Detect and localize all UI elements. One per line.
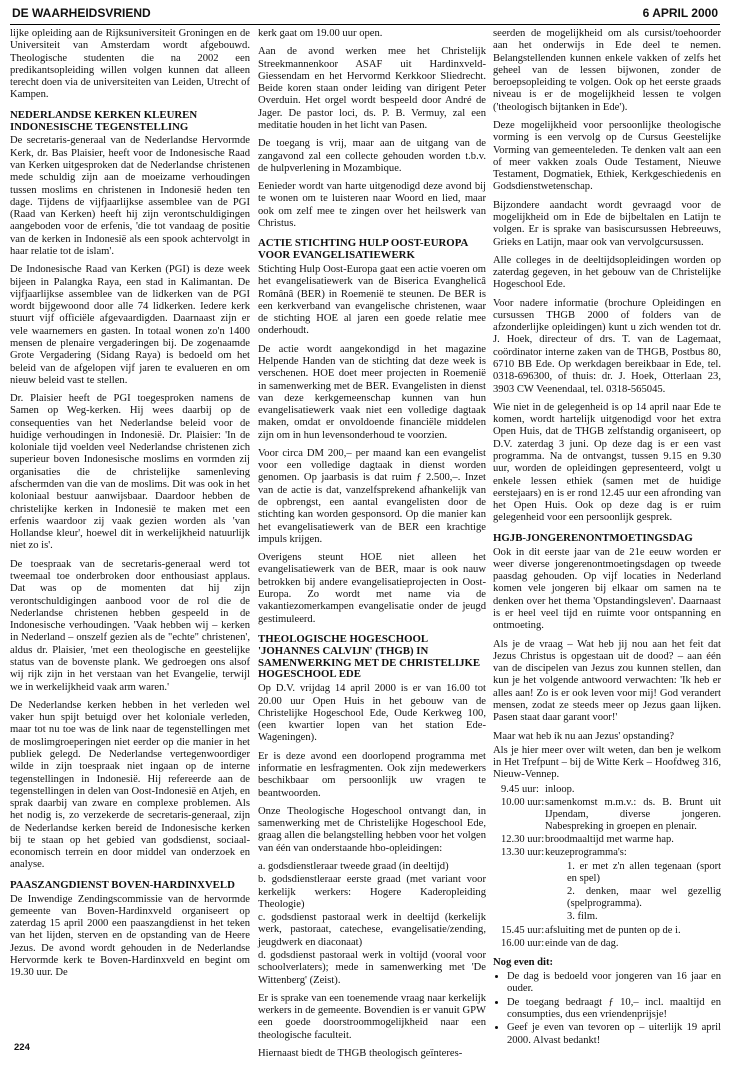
paragraph: De Inwendige Zendingscommissie van de hervormde gemeente van Boven-Hardinxveld organiseert op zaterdag 15 april 2000 een paaszangdienst in het teken van het lijden, sterven en de opstanding van de Heere Jezus. De avond wordt gehouden in de Nederlandse Hervormde kerk te Boven-Hardinxveld en begint om 19.30 uur. De <box>10 893 250 979</box>
paragraph: Er is sprake van een toenemende vraag naar kerkelijk werkers in de gemeente. Bovendien is er vanuit GPW een goede doorstroommogelijkheid naar een theologische faculteit. <box>258 992 486 1041</box>
paragraph: Als je hier meer over wilt weten, dan ben je welkom in Het Trefpunt – bij de Witte Kerk – Hoofdweg 316, Nieuw-Vennep. <box>493 744 721 781</box>
list-item: a. godsdienstleraar tweede graad (in deeltijd) <box>258 861 449 872</box>
column-1 <box>10 28 250 1048</box>
schedule-row <box>493 886 721 911</box>
list-item: b. godsdienstleraar eerste graad (met variant voor kerkelijk werkers: Hogere Kaderopleiding Theologie) <box>258 874 486 910</box>
schedule-time: 15.45 uur: <box>501 924 545 936</box>
schedule-row <box>493 784 721 797</box>
schedule-row <box>493 938 721 951</box>
issue-date: 6 APRIL 2000 <box>642 6 718 20</box>
paragraph: Alle colleges in de deeltijdsopleidingen worden op zaterdag gegeven, in het gebouw van de Christelijke Hogeschool Ede. <box>493 254 721 291</box>
paragraph: De secretaris-generaal van de Nederlandse Hervormde Kerk, dr. Bas Plaisier, heeft voor de Indonesische Raad van Kerken uitgesproken dat de Nederlandse christenen mede schuldig zijn aan de moeizame verhoudingen tussen moslims en christenen in Indonesië heden ten dage. Tijdens de vijfjaarlijkse assemblee van de PGI (Raad van Kerken) heeft hij zijn verontschuldigingen aangeboden voor de erfenis, 'die tot vandaag de positie van de kerken in Indonesië als een spook achtervolgt in haar relatie tot de islam'. <box>10 135 250 257</box>
schedule-row <box>493 911 721 924</box>
paragraph: De Indonesische Raad van Kerken (PGI) is deze week bijeen in Palangka Raya, een stad in Kalimantan. De vijfjaarlijkse assemblee van de lidkerken van de PGI wordt bijgewoond door alle 74 lidkerken. Iedere kerk stuurt vijf officiële afgevaardigden. Daarnaast zijn er vele waarnemers en gasten. In totaal wonen zo'n 1400 mensen de plenaire vergaderingen bij. De zogenaamde Grote Vergadering (Sidang Raya) is bedoeld om het beleid van de afgelopen vijf jaren te evalueren en om nieuw beleid vast te stellen. <box>10 264 250 386</box>
list-item: d. godsdienst pastoraal werk in voltijd (vooral voor schoolverlaters); mede in samenwerking met 'De Wittenberg' (Zeist). <box>258 949 486 986</box>
paragraph: Deze mogelijkheid voor persoonlijke theologische vorming is een vervolg op de Cursus Geestelijke Vorming van gemeenteleden. Te denken valt aan een of meer vakken zoals Oude Testament, Nieuwe Testament, Dogmatiek, Ethiek, Kerkgeschiedenis en Godsdienstwetenschap. <box>493 119 721 193</box>
notes-list <box>493 971 721 1047</box>
article-heading: NEDERLANDSE KERKEN KLEUREN INDONESISCHE TEGENSTELLING <box>10 108 198 133</box>
note-item: • De dag is bedoeld voor jongeren van 16 jaar en ouder. <box>507 971 721 996</box>
list-item: c. godsdienst pastoraal werk in deeltijd (kerkelijk werk, pastoraat, catechese, evangelisatie/zending, jeugdwerk en diaconaat) <box>258 912 486 948</box>
paragraph: Hiernaast biedt de THGB theologisch geïnteres- <box>258 1047 463 1059</box>
paragraph: Op D.V. vrijdag 14 april 2000 is er van 16.00 tot 20.00 uur Open Huis in het gebouw van de Christelijke Hogeschool Ede, Oude Kerkweg 100, (een kwartier lopen van het station Ede-Wageningen). <box>258 683 486 744</box>
paragraph: kerk gaat om 19.00 uur open. <box>258 28 383 39</box>
schedule-row <box>493 925 721 938</box>
paragraph: De actie wordt aangekondigd in het magazine Helpende Handen van de stichting dat deze week is verschenen. HOE doet meer projecten in Roemenië in samenwerking met de BER. Evangelisten in dienst van deze kerkgemeenschap kunnen van hun evangelisatiewerk vaak niet een volledige dagtaak maken, omdat er onvoldoende financiële middelen zijn om in hun levensonderhoud te voorzien. <box>258 343 486 441</box>
paragraph: lijke opleiding aan de Rijksuniversiteit Groningen en de Universiteit van Amsterdam wordt afgebouwd. Theologische studenten die na 2002 een predikantsopleiding willen volgen kunnen dat alleen terecht doen via de universiteiten van Leiden, Utrecht of Kampen. <box>10 28 250 101</box>
paragraph: Stichting Hulp Oost-Europa gaat een actie voeren om het evangelisatiewerk van de Biserica Evanghelicâ Românâ (BER) in Roemenië te steunen. De BER is een kerkverband van evangelische christenen, waar de stichting HOE al jaren een goede relatie mee onderhoudt. <box>258 263 486 337</box>
schedule-row <box>493 797 721 835</box>
publication-name: DE WAARHEIDSVRIEND <box>12 6 151 20</box>
paragraph: Voor circa DM 200,– per maand kan een evangelist voor een volledige dagtaak in dienst worden genomen. Op jaarbasis is dat ruim ƒ 2.500,–. Inzet van de actie is dat, vanzelfsprekend afhankelijk van de opbrengst, een aantal evangelisten door de stichting kan worden gesponsord. Op die manier kan het evangelisatiewerk van de BER een krachtige impuls krijgen. <box>258 447 486 545</box>
paragraph: Bijzondere aandacht wordt gevraagd voor de mogelijkheid om in Ede de bijbeltalen en Latijn te volgen. Er is sprake van basiscursussen Hebreeuws, Grieks en Latijn, maar ook van vervolgcursussen. <box>493 199 721 248</box>
page-header <box>10 4 720 25</box>
schedule-item: afsluiting met de punten op de i. <box>545 924 681 936</box>
schedule-subitem: 3. film. <box>567 911 598 923</box>
article-heading: ACTIE STICHTING HULP OOST-EUROPA VOOR EVANGELISATIEWERK <box>258 237 468 262</box>
schedule-item: inloop. <box>545 783 575 795</box>
paragraph: Er is deze avond een doorlopend programma met informatie en lesfragmenten. Ook zijn medewerkers beschikbaar om persoonlijk uw vragen te beantwoorden. <box>258 750 486 799</box>
schedule-item: broodmaaltijd met warme hap. <box>545 834 674 846</box>
note-item: • De toegang bedraagt ƒ 10,– incl. maaltijd en consumpties, dus een vriendenprijsje! <box>507 997 721 1022</box>
article-heading: HGJB-JONGERENONTMOETINGSDAG <box>493 531 693 544</box>
paragraph: Aan de avond werken mee het Christelijk Streekmannenkoor ASAF uit Hardinxveld-Giessendam en het Hervormd Kerkkoor Sliedrecht. Beide koren staan onder leiding van dirigent Peter Overduin. Het orgel wordt bespeeld door André de Jager. De pastor loci, ds. P. B. Vermuy, zal een meditatie houden in het licht van Pasen. <box>258 46 486 131</box>
page-number: 224 <box>14 1042 30 1053</box>
paragraph: Eenieder wordt van harte uitgenodigd deze avond bij te wonen om te luisteren naar Woord en lied, maar ook om zelf mee te zingen over het heilswerk van Christus. <box>258 181 486 229</box>
paragraph: Dr. Plaisier heeft de PGI toegesproken namens de Samen op Weg-kerken. Hij wees daarbij op de consequenties van het Nederlandse beleid voor de huidige verhoudingen in Indonesië. Dr. Plaisier: 'In de koloniale tijd voelden veel Nederlandse christenen zich superieur boven Indonesische moslims en vormden zij organisaties die de christelijke samenleving afschermden van die van de moslims. Dit was ook in het koloniaal bestuur aanwijsbaar. Daardoor hebben de christelijke kerken in Indonesië te maken met een erfenis waardoor zij vaak gezien worden als 'van Hollandse kleur', hoewel dit in werkelijkheid natuurlijk niet zo is'. <box>10 393 250 552</box>
paragraph: De toegang is vrij, maar aan de uitgang van de zangavond zal een collecte gehouden worden t.b.v. de hulpverlening in Mozambique. <box>258 138 486 174</box>
schedule-row <box>493 847 721 860</box>
schedule-time: 12.30 uur: <box>501 834 545 846</box>
article-heading: THEOLOGISCHE HOGESCHOOL 'JOHANNES CALVIJN' (THGB) IN SAMENWERKING MET DE CHRISTELIJKE HOGESCHOOL EDE <box>258 632 481 681</box>
paragraph: Overigens steunt HOE niet alleen het evangelisatiewerk van de BER, maar is ook nauw betrokken bij andere evangelisatieprojecten in Oost-Europa. Zo wordt met name via de vakantiezomerkampen evangelisatie onder de jeugd gestimuleerd. <box>258 552 486 625</box>
schedule-subitem: 2. denken, maar wel gezellig (spelprogramma). <box>567 886 721 910</box>
schedule-item: samenkomst m.m.v.: ds. B. Brunt uit IJpendam, diverse jongeren. Nabespreking in groepen en plenair. <box>545 796 721 833</box>
paragraph: Onze Theologische Hogeschool ontvangt dan, in samenwerking met de Christelijke Hogeschool Ede, graag allen die belangstelling hebben voor het volgen van één van onderstaande hbo-opleidingen: <box>258 805 486 854</box>
schedule-item: keuzeprogramma's: <box>545 847 627 859</box>
schedule-time: 10.00 uur: <box>501 796 545 808</box>
schedule-subitem: 1. er met z'n allen tegenaan (sport en spel) <box>567 860 721 884</box>
note-item: • Geef je even van tevoren op – uiterlijk 19 april 2000. Alvast bedankt! <box>507 1022 721 1047</box>
schedule-row <box>493 834 721 847</box>
schedule-time: 16.00 uur: <box>501 937 545 949</box>
schedule-time: 9.45 uur: <box>501 783 539 795</box>
column-2 <box>258 28 486 1059</box>
program-schedule <box>493 784 721 951</box>
notes-title: Nog even dit: <box>493 956 554 968</box>
paragraph: Voor nadere informatie (brochure Opleidingen en cursussen THGB 2000 of folders van de afzonderlijke opleidingen) kunt u zich wenden tot dr. J. Hoek, directeur of drs. T. van de Lagemaat, coördinator interne zaken van de THGB, Postbus 80, 6710 BB Ede. Op werkdagen bereikbaar in Ede, tel. 0318-696300, of thuis: dr. J. Hoek, Otterlaan 23, 3903 CW Veenendaal, tel. 0318-565045. <box>493 297 721 395</box>
schedule-row <box>493 861 721 886</box>
paragraph: De toespraak van de secretaris-generaal werd tot tweemaal toe onderbroken door enthousiast applaus. Dat was op de momenten dat hij zijn verontschuldigingen aanbood voor de rol die de Nederlandse christenen hebben gespeeld in de Indonesische verhoudingen. 'Vaak hebben wij – kerken in Nederland – onszelf gezien als de "echte" christenen', aldus dr. Plaisier, 'met een theologische en geestelijke status van de bovenste plank. We gedroegen ons alsof wij rijk zijn in het verstaan van het Evangelie, terwijl we in werkelijkheid vaak arm waren.' <box>10 558 250 693</box>
paragraph: Als je de vraag – Wat heb jij nou aan het feit dat Jezus Christus is opgestaan uit de dood? – aan één van de discipelen van Jezus zou kunnen stellen, dan kun je het volgende antwoord verwachten: 'Ik heb er alles aan! Zo is er ook leven voor mij! God verandert mensen, zodat ze steeds meer op Jezus gaan lijken. Pasen staat daar garant voor!' <box>493 638 721 724</box>
paragraph: seerden de mogelijkheid om als cursist/toehoorder aan het onderwijs in Ede deel te nemen. Belangstellenden kunnen enkele vakken of zelfs het geheel van de lessen bijwonen, zonder de beroepsopleiding te volgen. Ook op het eerste graads niveau is er de mogelijkheid lessen te volgen ('theologisch bijtanken in Ede'). <box>493 28 721 113</box>
paragraph: Maar wat heb ík nu aan Jezus' opstanding? <box>493 730 675 742</box>
schedule-item: einde van de dag. <box>545 937 619 949</box>
schedule-time: 13.30 uur: <box>501 847 545 859</box>
article-heading: PAASZANGDIENST BOVEN-HARDINXVELD <box>10 878 235 891</box>
column-3 <box>493 28 721 1048</box>
paragraph: Ook in dit eerste jaar van de 21e eeuw worden er weer diverse jongerenontmoetingsdagen op tweede paasdag gehouden. Op vijf locaties in Nederland komen vele jongeren bij elkaar om samen na te denken over het thema 'Opstandingsleven'. Daarnaast is er heel veel tijd en ruimte voor ontspanning en ontmoeting. <box>493 546 721 632</box>
paragraph: Wie niet in de gelegenheid is op 14 april naar Ede te komen, wordt hartelijk uitgenodigd voor het extra Open Huis, dat de THGB zelfstandig organiseert, op D.V. zaterdag 3 juni. Op deze dag is er een vast programma. Na de ontvangst, tussen 9.15 en 9.30 uur, worden de opleidingen gepresenteerd, volgt u enkele lessen ethiek (samen met de huidige eerstejaars) en is er rond 12.45 uur een afronding van het Open Huis. Ook op deze dag is er ruim gelegenheid voor een persoonlijk gesprek. <box>493 401 721 524</box>
paragraph: De Nederlandse kerken hebben in het verleden wel vaker hun spijt betuigd over het koloniale verleden, maar tot nu toe was de link naar de tegenstellingen met de moslimgroeperingen niet eerder op die manier in het publiek gelegd. De Nederlandse vertegenwoordiger wilde in zijn toespraak niet ingaan op de interne tegenstellingen in Indonesië. Hij refereerde aan de tegenstellingen in delen van Oost-Indonesië en Atjeh, en sprak daarbij van zware en complexe problemen. Als het nodig is, zo verzekerde de secretaris-generaal, zijn de Nederlandse kerken bereid de Indonesische kerken bij te staan op het gebied van godsdienst, sociaal-economisch terrein en door middel van onderzoek en analyse. <box>10 699 250 871</box>
